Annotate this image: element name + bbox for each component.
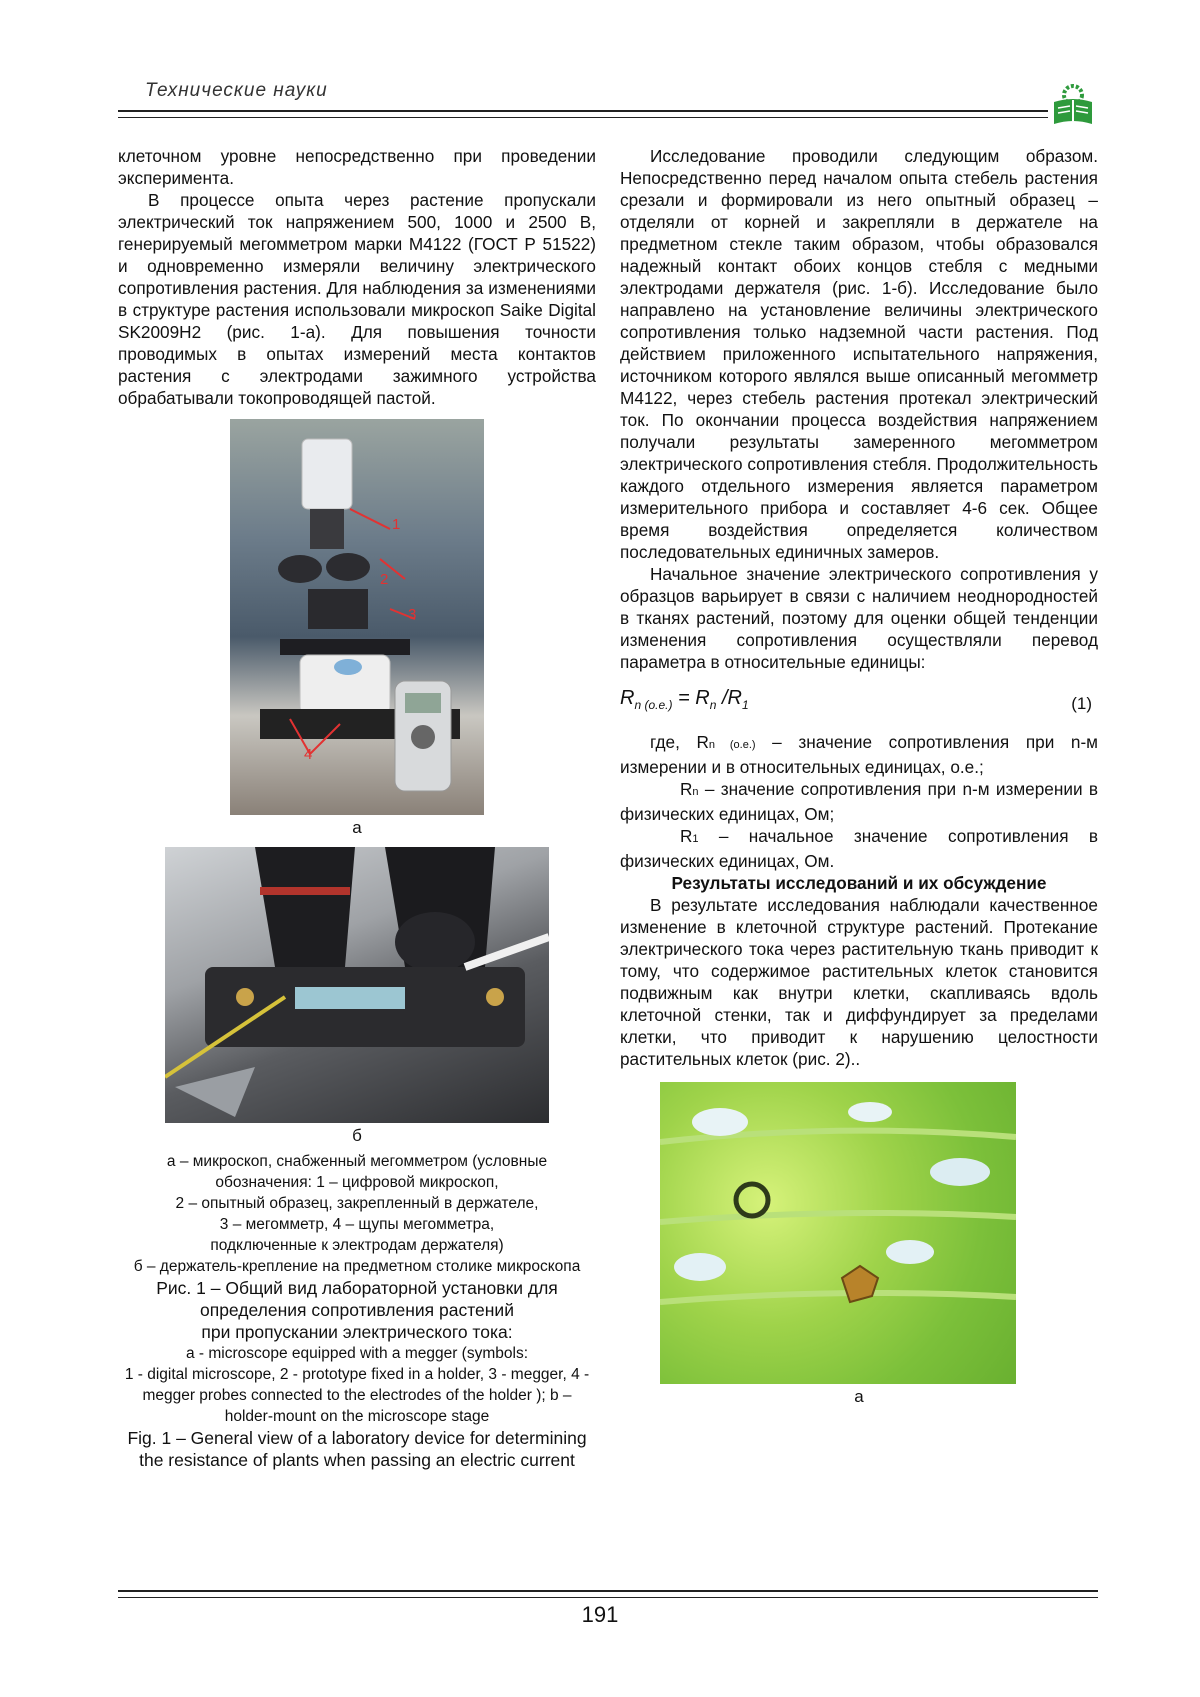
formula-lhs: R — [620, 687, 635, 709]
paragraph: Исследование проводили следующим образом. Непосредственно перед началом опыта стебель растения срезали и формировали из него опытный образец – отделяли от корней и закрепляли в держателе на предметном стекле таким образом, чтобы образовался надежный контакт обоих концов стебля с медными электродами держателя (рис. 1-б). Исследование было направлено на установление величины электрического сопротивления только надземной части растения. Под действием приложенного испытательного напряжения, источником которого являлся выше описанный мегомметр М4122, через стебель растения протекал электрический ток. По окончании процесса воздействия напряжением получали результаты замеренного мегомметром электрического сопротивления стебля. Продолжительность каждого отдельного измерения является параметром измерительного прибора и составляет 4-6 сек. Общее время воздействия определяется количеством последовательных единичных замеров. — [620, 146, 1098, 562]
header-rule — [118, 110, 1048, 118]
journal-logo-icon — [1050, 80, 1096, 128]
equation-1 — [620, 687, 1098, 723]
figure-caption-legend: 3 – мегомметр, 4 – щупы мегомметра, — [219, 1216, 495, 1233]
subfigure-label: а — [854, 1387, 864, 1406]
figure-2a-micrograph — [660, 1082, 1016, 1384]
figure-caption-title-en: Fig. 1 – General view of a laboratory device for determining the resistance of plants when passing an electric current — [127, 1428, 587, 1470]
paragraph: В процессе опыта через растение пропускали электрический ток напряжением 500, 1000 и 2500 В, генерируемый мегомметром марки М4122 (ГОСТ Р 51522) и одновременно измеряли величину электрического сопротивления растения. Для наблюдения за изменениями в структуре растения использовали микроскоп Saike Digital SK2009H2 (рис. 1-а). Для повышения точности проводимых в опытах измерений места контактов растения с электродами зажимного устройства обрабатывали токопроводящей пастой. — [118, 190, 596, 408]
paragraph: Начальное значение электрического сопротивления у образцов варьирует в связи с наличием неоднородностей в тканях растений, поэтому для оценки общей тенденции изменения сопротивления осуществляли перевод параметра в относительные единицы: — [620, 564, 1098, 672]
variable-definition: Rn – значение сопротивления при n-м измерении в физических единицах, Ом; — [620, 779, 1098, 824]
paragraph: клеточном уровне непосредственно при проведении эксперимента. — [118, 146, 596, 188]
figure-caption-legend: а – микроскоп, снабженный мегомметром (условные обозначения: 1 – цифровой микроскоп, — [166, 1153, 548, 1191]
equation-number: (1) — [1071, 694, 1092, 713]
page-number: 191 — [581, 1602, 619, 1627]
formula-lhs-sub: n (o.e.) — [634, 698, 673, 712]
figure-caption-legend: 2 – опытный образец, закрепленный в держателе, — [175, 1195, 539, 1212]
figure-caption-title: при пропускании электрического тока: — [201, 1322, 513, 1342]
figure-caption-legend: б – держатель-крепление на предметном столике микроскопа — [133, 1258, 581, 1275]
footer-rule — [118, 1590, 1098, 1598]
formula-mid-sub: n — [709, 698, 717, 712]
variable-definition: R1 – начальное значение сопротивления в физических единицах, Ом. — [620, 826, 1098, 871]
running-header: Технические науки — [145, 80, 328, 101]
figure-caption-legend: подключенные к электродам держателя) — [210, 1237, 504, 1254]
figure-1b-holder-photo — [165, 847, 549, 1123]
left-column — [118, 145, 596, 1471]
variable-definition: где, Rn (o.e.) – значение сопротивления при n-м измерении и в относительных единицах, о.е.; — [620, 732, 1098, 777]
figure-caption-legend-en: a - microscope equipped with a megger (symbols: — [185, 1345, 528, 1362]
paragraph: В результате исследования наблюдали качественное изменение в клеточной структуре растений. Протекание электрического тока через растительную ткань приводит к тому, что содержимое растительных клеток становится подвижным как внутри клетки, скапливаясь вдоль клеточной стенки, так и диффундирует за пределами клетки, что приводит к нарушению целостности растительных клеток (рис. 2).. — [620, 895, 1098, 1069]
right-column — [620, 145, 1098, 1412]
subfigure-label: б — [352, 1126, 362, 1145]
subfigure-label: а — [352, 818, 362, 837]
figure-1a-microscope-photo — [230, 419, 484, 815]
formula-mid: = R — [672, 687, 710, 709]
figure-label: 3 — [408, 606, 417, 623]
figure-label: 2 — [380, 571, 389, 588]
formula-div: /R — [716, 687, 742, 709]
figure-caption-title: Рис. 1 – Общий вид лабораторной установки для определения сопротивления растений — [156, 1278, 558, 1320]
figure-label: 4 — [304, 746, 313, 763]
figure-caption-legend-en: 1 - digital microscope, 2 - prototype fixed in a holder, 3 - megger, 4 - megger probes connected to the electrodes of the holder ); b – holder-mount on the microscope stage — [124, 1366, 590, 1425]
section-heading: Результаты исследований и их обсуждение — [671, 873, 1047, 893]
figure-label: 1 — [392, 516, 401, 533]
formula-div-sub: 1 — [741, 698, 749, 712]
